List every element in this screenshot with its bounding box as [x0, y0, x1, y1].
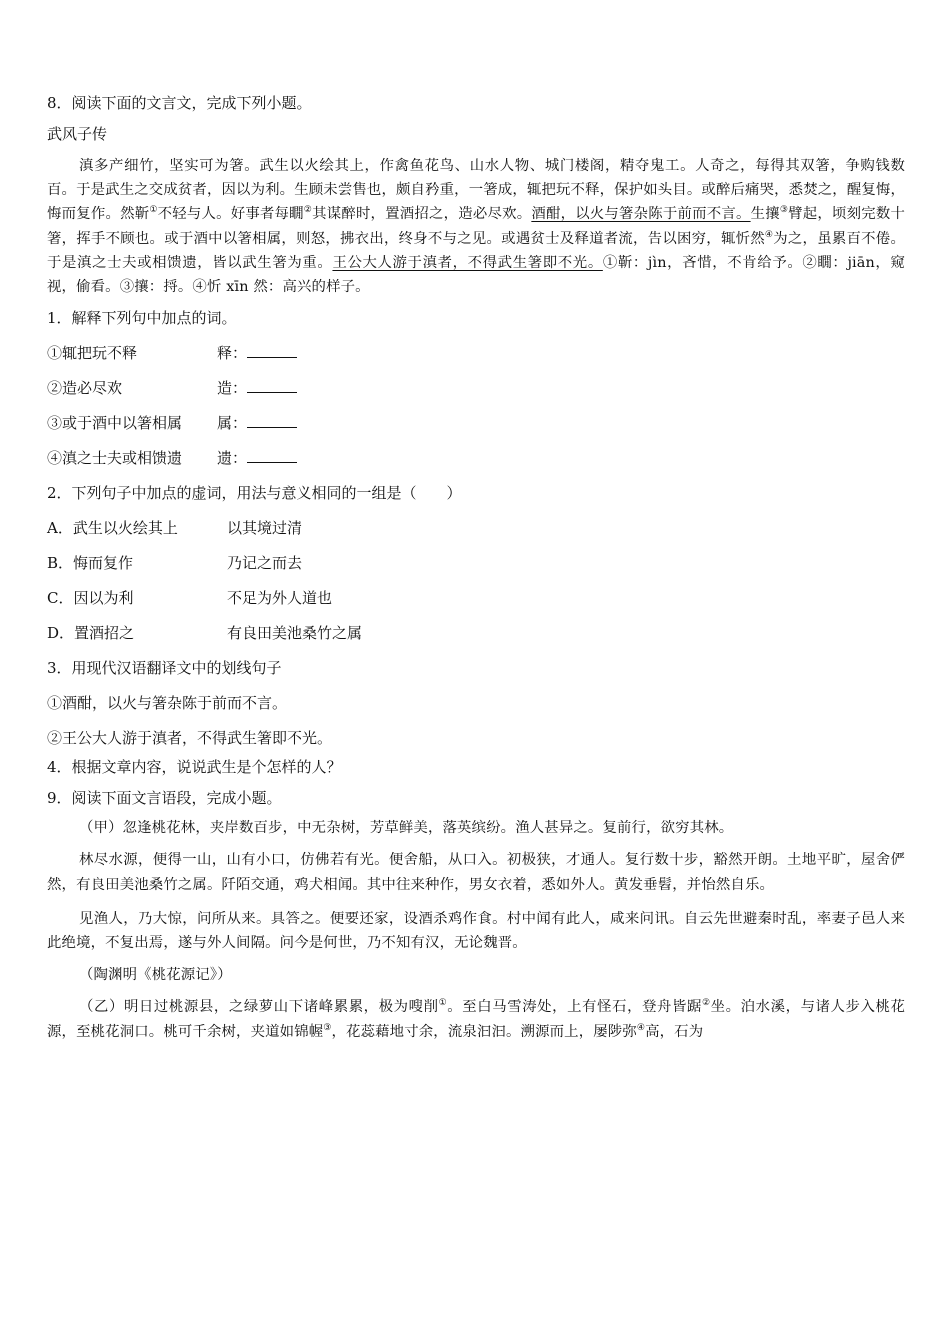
translation-item: ①酒酣，以火与箸杂陈于前而不言。 [47, 694, 288, 713]
answer-blank[interactable] [247, 412, 297, 428]
passage-jia-3: 见渔人，乃大惊，问所从来。具答之。便要还家，设酒杀鸡作食。村中闻有此人，咸来问讯。自云先世避秦时乱，率妻子邑人来此绝境，不复出焉，遂与外人间隔。问今是何世，乃不知有汉，无论魏晋。 [47, 910, 905, 952]
passage-yi: （乙）明日过桃源县，之绿萝山下诸峰累累，极为嗖削①。至白马雪涛处，上有怪石，登舟皆踞②坐。泊水溪，与诸人步入桃花源，至桃花洞口。桃可千余树，夹道如锦幄③，花蕊藉地寸余，流泉汩汩。溯源而上，屡陟弥④高，石为 [47, 998, 906, 1040]
passage-paragraph: 滇多产细竹，坚实可为箸。武生以火绘其上，作禽鱼花鸟、山水人物、城门楼阁，精夺鬼工。人奇之，每得其双箸，争购钱数百。于是武生之交成贫者，因以为利。生顾未尝售也，颇自矜重，一箸成，辄把玩不释，保护如头目。或醉后痛哭，悉焚之，醒复悔，悔而复作。然靳①不轻与人。好事者每瞯②其谋醉时，置酒招之，造必尽欢。酒酣，以火与箸杂陈于前而不言。生攘③臂起，顷刻完数十箸，挥手不顾也。或于酒中以箸相属，则怒，拂衣出，终身不与之见。或遇贫士及释道者流，告以困穷，辄忻然④为之，虽累百不倦。于是滇之士夫或相馈遗，皆以武生箸为重。王公大人游于滇者，不得武生箸即不光。①靳：jìn，吝惜，不肯给予。②瞯：jiān，窥视，偷看。③攘：捋。④忻 xīn 然：高兴的样子。 [47, 158, 906, 296]
question-9-intro: 9．阅读下面文言语段，完成小题。 [47, 789, 282, 808]
vocab-item: ③或于酒中以箸相属 属： [47, 412, 905, 435]
option-c: C．因以为利 不足为外人道也 [47, 589, 333, 608]
option-b: B．悔而复作 乃记之而去 [47, 554, 303, 573]
subquestion-1-title: 1．解释下列句中加点的词。 [47, 309, 237, 328]
answer-blank[interactable] [247, 342, 297, 358]
document-page [47, 92, 905, 1044]
underlined-sentence-1: 酒酣，以火与箸杂陈于前而不言。 [531, 206, 751, 223]
vocab-item: ④滇之士夫或相馈遗 遗： [47, 447, 905, 470]
subquestion-4: 4．根据文章内容，说说武生是个怎样的人？ [47, 758, 342, 777]
translation-item: ②王公大人游于滇者，不得武生箸即不光。 [47, 729, 333, 748]
underlined-sentence-2: 王公大人游于滇者，不得武生箸即不光。 [332, 254, 603, 271]
subquestion-2-title: 2．下列句子中加点的虚词，用法与意义相同的一组是（ ） [47, 484, 462, 503]
question-8-intro: 8．阅读下面的文言文，完成下列小题。 [47, 94, 312, 112]
answer-blank[interactable] [247, 377, 297, 393]
passage-title: 武风子传 [47, 125, 108, 143]
annotations: ①靳：jìn，吝惜，不肯给予。②瞯：jiān，窥视，偷看。③攘：捋。④忻 xīn 然：高兴的样子。 [47, 254, 905, 296]
vocab-item: ①辄把玩不释 释： [47, 342, 905, 365]
passage-jia-1: （甲）忽逢桃花林，夹岸数百步，中无杂树，芳草鲜美，落英缤纷。渔人甚异之。复前行，欲穷其林。 [79, 820, 734, 837]
option-d: D．置酒招之 有良田美池桑竹之属 [47, 624, 363, 643]
passage-jia-2: 林尽水源，便得一山，山有小口，仿佛若有光。便舍船，从口入。初极狭，才通人。复行数十步，豁然开朗。土地平旷，屋舍俨然，有良田美池桑竹之属。阡陌交通，鸡犬相闻。其中往来种作，男女衣着，悉如外人。黄发垂髫，并怡然自乐。 [47, 852, 905, 893]
option-a: A．武生以火绘其上 以其境过清 [47, 519, 303, 538]
vocab-item: ②造必尽欢 造： [47, 377, 905, 400]
subquestion-3-title: 3．用现代汉语翻译文中的划线句子 [47, 659, 282, 678]
answer-blank[interactable] [247, 447, 297, 463]
passage-source: （陶渊明《桃花源记》） [79, 967, 232, 984]
